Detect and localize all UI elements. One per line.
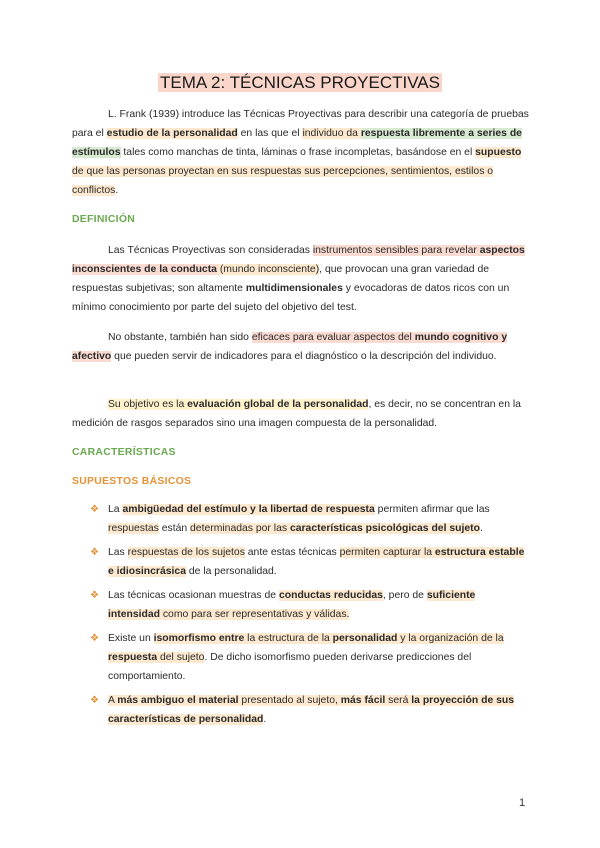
document-title: TEMA 2: TÉCNICAS PROYECTIVAS [160,73,440,92]
definicion-paragraph-3: Su objetivo es la evaluación global de la personalidad, es decir, no se concentran en la medición de rasgos separados sino una imagen compuesta de la personalidad. [72,399,521,429]
diamond-bullet-icon: ❖ [90,633,99,644]
diamond-bullet-icon: ❖ [90,695,99,706]
list-item: ❖ La ambigüedad del estímulo y la libertad de respuesta permiten afirmar que las respuestas están determinadas por las características psicológicas del sujeto. [90,500,530,538]
list-item: ❖ Las técnicas ocasionan muestras de conductas reducidas, pero de suficiente intensidad como para ser representativas y válidas. [90,586,530,624]
intro-paragraph: L. Frank (1939) introduce las Técnicas Proyectivas para describir una categoría de pruebas para el estudio de la personalidad en las que el individuo da respuesta libremente a series de estímulos tales como manchas de tinta, láminas o frase incompletas, basándose en el supuesto de que las personas proyectan en sus respuestas sus percepciones, sentimientos, estilos o conflictos. [72,109,529,196]
subheading-supuestos-basicos: SUPUESTOS BÁSICOS [72,476,192,487]
list-item: ❖ A más ambiguo el material presentado al sujeto, más fácil será la proyección de sus características de personalidad. [90,691,530,729]
diamond-bullet-icon: ❖ [90,590,99,601]
supuestos-list [90,500,530,734]
diamond-bullet-icon: ❖ [90,504,99,515]
page-number: 1 [519,797,526,809]
list-item: ❖ Las respuestas de los sujetos ante estas técnicas permiten capturar la estructura estable e idiosincrásica de la personalidad. [90,543,530,581]
diamond-bullet-icon: ❖ [90,547,99,558]
list-item: ❖ Existe un isomorfismo entre la estructura de la personalidad y la organización de la respuesta del sujeto. De dicho isomorfismo pueden derivarse predicciones del comportamiento. [90,629,530,686]
definicion-paragraph-2: No obstante, también han sido eficaces para evaluar aspectos del mundo cognitivo y afectivo que pueden servir de indicadores para el diagnóstico o la descripción del individuo. [72,332,508,362]
definicion-paragraph-1: Las Técnicas Proyectivas son consideradas instrumentos sensibles para revelar aspectos inconscientes de la conducta (mundo inconsciente), que provocan una gran variedad de respuestas subjetivas; son altamente multidimensionales y evocadoras de datos ricos con un mínimo conocimiento por parte del sujeto del objetivo del test. [72,245,525,313]
section-heading-definicion: DEFINICIÓN [72,214,136,225]
section-heading-caracteristicas: CARACTERÍSTICAS [72,447,176,458]
